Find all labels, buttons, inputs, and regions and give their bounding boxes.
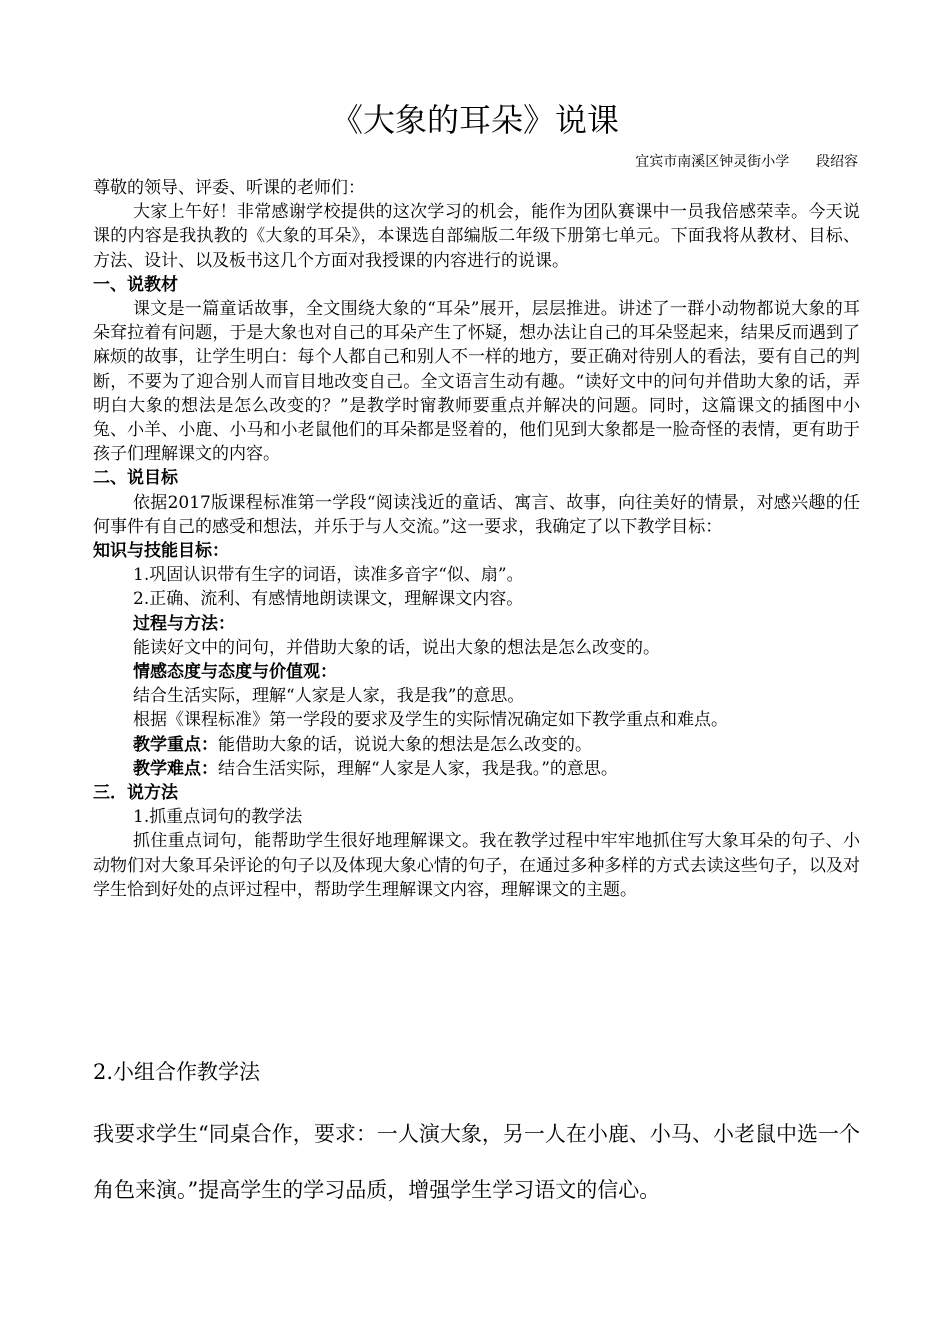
author-line: 宜宾市南溪区钟灵街小学 段绍容: [635, 154, 858, 170]
goal-knowledge-heading: 知识与技能目标：: [93, 541, 229, 562]
section-2-text: 依据2017版课程标准第一学段“阅读浅近的童话、寓言、故事，向往美好的情景，对感兴趣的任何事件有自己的感受和想法，并乐于与人交流。”这一要求，我确定了以下教学目标：: [93, 492, 860, 537]
method-2-heading: 2.小组合作教学法: [93, 1060, 261, 1084]
doc-title: 《大象的耳朵》说课: [330, 101, 619, 139]
key-point-label: 教学重点：: [133, 734, 218, 755]
method-1-text: 抓住重点词句，能帮助学生很好地理解课文。我在教学过程中牢牢地抓住写大象耳朵的句子、小动物们对大象耳朵评论的句子以及体现大象心情的句子，在通过多种多样的方式去读这些句子，以及对学生恰到好处的点评过程中，帮助学生理解课文内容，理解课文的主题。: [93, 831, 860, 900]
goal-knowledge-item-2: 2.正确、流利、有感情地朗读课文，理解课文内容。: [133, 589, 524, 610]
goal-process-text: 能读好文中的问句，并借助大象的话，说出大象的想法是怎么改变的。: [133, 637, 660, 658]
goal-emotion-heading: 情感态度与态度与价值观：: [133, 662, 337, 683]
key-point-line: [93, 733, 860, 757]
goal-process-heading: 过程与方法：: [133, 613, 235, 634]
greeting: 尊敬的领导、评委、听课的老师们：: [93, 178, 365, 198]
goal-emotion-text: 结合生活实际，理解“人家是人家，我是我”的意思。: [133, 686, 525, 707]
difficulty-label: 教学难点：: [133, 758, 218, 779]
intro-paragraph: 大家上午好！非常感谢学校提供的这次学习的机会，能作为团队赛课中一员我倍感荣幸。今天说课的内容是我执教的《大象的耳朵》，本课选自部编版二年级下册第七单元。下面我将从教材、目标、方法、设计、以及板书这几个方面对我授课的内容进行的说课。: [93, 202, 860, 271]
key-point-text: 能借助大象的话，说说大象的想法是怎么改变的。: [218, 734, 592, 755]
goal-knowledge-item-1: 1.巩固认识带有生字的词语，读准多音字“似、扇”。: [133, 565, 524, 586]
section-3-heading: 三．说方法: [93, 783, 178, 804]
difficulty-line: [93, 757, 860, 781]
basis-paragraph: 根据《课程标准》第一学段的要求及学生的实际情况确定如下教学重点和难点。: [133, 710, 728, 731]
method-1-heading: 1.抓重点词句的教学法: [133, 807, 303, 828]
section-1-text: 课文是一篇童话故事，全文围绕大象的“耳朵”展开，层层推进。讲述了一群小动物都说大象的耳朵耷拉着有问题，于是大象也对自己的耳朵产生了怀疑，想办法让自己的耳朵竖起来，结果反而遇到了麻烦的故事，让学生明白：每个人都自己和别人不一样的地方，要正确对待别人的看法，要有自己的判断，不要为了迎合别人而盲目地改变自己。全文语言生动有趣。“读好文中的问句并借助大象的话，弄明白大象的想法是怎么改变的？”是教学时甯教师要重点并解决的问题。同时，这篇课文的插图中小兔、小羊、小鹿、小马和小老鼠他们的耳朵都是竖着的，他们见到大象都是一脸奇怪的表情，更有助于孩子们理解课文的内容。: [93, 299, 860, 465]
difficulty-text: 结合生活实际，理解“人家是人家，我是我。”的意思。: [218, 758, 618, 779]
section-1-heading: 一、说教材: [93, 274, 178, 295]
document-body: [93, 176, 860, 902]
section-2-heading: 二、说目标: [93, 468, 178, 489]
method-2-text: 我要求学生“同桌合作，要求：一人演大象，另一人在小鹿、小马、小老鼠中选一个角色来演。”提高学生的学习品质，增强学生学习语文的信心。: [93, 1122, 860, 1202]
